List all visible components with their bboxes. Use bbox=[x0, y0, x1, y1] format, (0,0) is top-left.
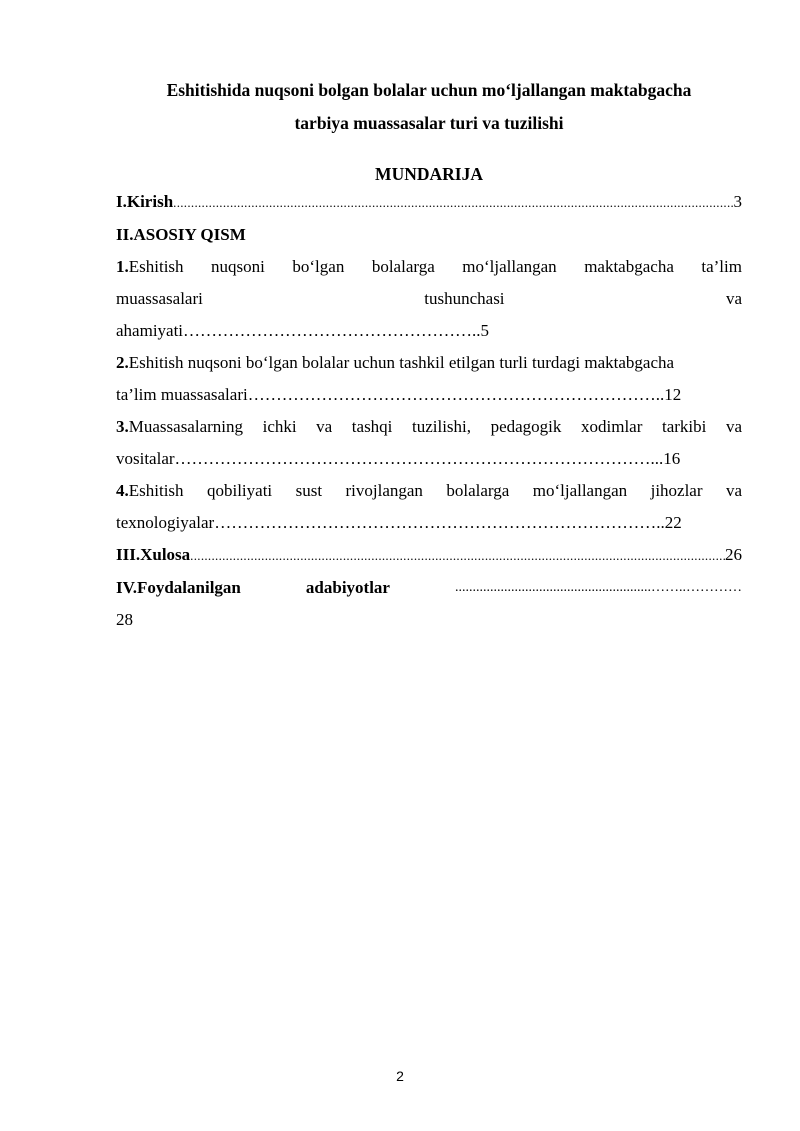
toc-word: tashqi bbox=[351, 417, 393, 436]
toc-word: ichki bbox=[262, 417, 297, 436]
toc-leader-dots bbox=[173, 186, 733, 219]
toc-word: xodimlar bbox=[581, 417, 643, 436]
toc-word: qobiliyati bbox=[206, 481, 273, 500]
toc-word: jihozlar bbox=[650, 481, 703, 500]
toc-word: sust bbox=[295, 481, 323, 500]
toc-word: pedagogik bbox=[490, 417, 562, 436]
toc-entry-2-line-1[interactable] bbox=[116, 347, 742, 379]
toc-entry-1-line-1[interactable] bbox=[116, 251, 742, 283]
toc-label-adabiyotlar-2: adabiyotlar bbox=[305, 578, 390, 597]
toc-label-xulosa: III.Xulosa bbox=[116, 545, 191, 564]
toc-section-asosiy[interactable]: II.ASOSIY QISM bbox=[116, 225, 246, 244]
toc-entry-4-line-1[interactable] bbox=[116, 475, 742, 507]
toc-entry-4-word bbox=[116, 475, 184, 507]
toc-word: ta’lim bbox=[701, 257, 742, 276]
toc-entry-4-number: 4. bbox=[116, 481, 129, 500]
toc-heading: MUNDARIJA bbox=[375, 164, 483, 184]
toc-entry-2-line-2[interactable]: ta’lim muassasalari………………………………………………………………..12 bbox=[116, 385, 682, 404]
toc-entry-1-number: 1. bbox=[116, 257, 129, 276]
toc-word: Muassasalarning bbox=[128, 417, 244, 436]
toc-word: va bbox=[316, 417, 333, 436]
toc-word: moʻljallangan bbox=[462, 257, 557, 276]
toc-word: va bbox=[725, 289, 742, 308]
toc-leader-dots-adabiyotlar: ........................................................……..………… bbox=[455, 580, 742, 595]
toc-page-kirish: 3 bbox=[733, 192, 742, 211]
toc-page-xulosa: 26 bbox=[725, 545, 742, 564]
toc-word: nuqsoni bbox=[211, 257, 265, 276]
toc-word: boʻlgan bbox=[292, 257, 345, 276]
title-line-1: Eshitishida nuqsoni bolgan bolalar uchun moʻljallangan maktabgacha bbox=[166, 80, 692, 100]
toc-entry-1-word bbox=[116, 251, 184, 283]
toc-entry-kirish[interactable] bbox=[116, 186, 742, 219]
toc-entry-2-text: Eshitish nuqsoni boʻlgan bolalar uchun tashkil etilgan turli turdagi maktabgacha bbox=[128, 353, 675, 372]
toc-word: moʻljallangan bbox=[532, 481, 628, 500]
toc-label-adabiyotlar-1: IV.Foydalanilgan bbox=[116, 578, 241, 597]
toc-word: va bbox=[725, 417, 742, 436]
toc-word: muassasalari bbox=[116, 289, 203, 308]
toc-word: bolalarga bbox=[371, 257, 435, 276]
toc-word: tarkibi bbox=[661, 417, 707, 436]
toc-entry-1-line-2[interactable] bbox=[116, 283, 742, 315]
toc-entry-4-line-2[interactable]: texnologiyalar……………………………………………………………………..22 bbox=[116, 513, 682, 532]
toc-word: bolalarga bbox=[446, 481, 510, 500]
toc-word: tushunchasi bbox=[424, 289, 505, 308]
toc-entry-3-line-2[interactable]: vositalar…………………………………………………………………………...16 bbox=[116, 449, 681, 468]
toc-word: maktabgacha bbox=[584, 257, 674, 276]
toc-page-adabiyotlar: 28 bbox=[116, 610, 133, 629]
document-title bbox=[116, 74, 742, 140]
toc-entry-xulosa[interactable] bbox=[116, 539, 742, 572]
title-line-2: tarbiya muassasalar turi va tuzilishi bbox=[294, 113, 564, 133]
toc-word: rivojlangan bbox=[345, 481, 423, 500]
toc-entry-1-line-3[interactable]: ahamiyati……………………………………………..5 bbox=[116, 321, 490, 340]
toc-word: va bbox=[725, 481, 742, 500]
toc-entry-3-line-1[interactable] bbox=[116, 411, 742, 443]
toc-entry-3-word bbox=[116, 411, 243, 443]
toc-leader-dots bbox=[190, 539, 725, 572]
toc-entry-2-number: 2. bbox=[116, 353, 129, 372]
toc-word: tuzilishi, bbox=[411, 417, 472, 436]
toc-label-kirish: I.Kirish bbox=[116, 192, 174, 211]
toc-word: Eshitish bbox=[128, 257, 184, 276]
toc-entry-3-number: 3. bbox=[116, 417, 129, 436]
toc-word: Eshitish bbox=[128, 481, 184, 500]
page-number: 2 bbox=[396, 1068, 404, 1084]
table-of-contents bbox=[116, 186, 742, 636]
toc-entry-adabiyotlar[interactable] bbox=[116, 572, 742, 604]
